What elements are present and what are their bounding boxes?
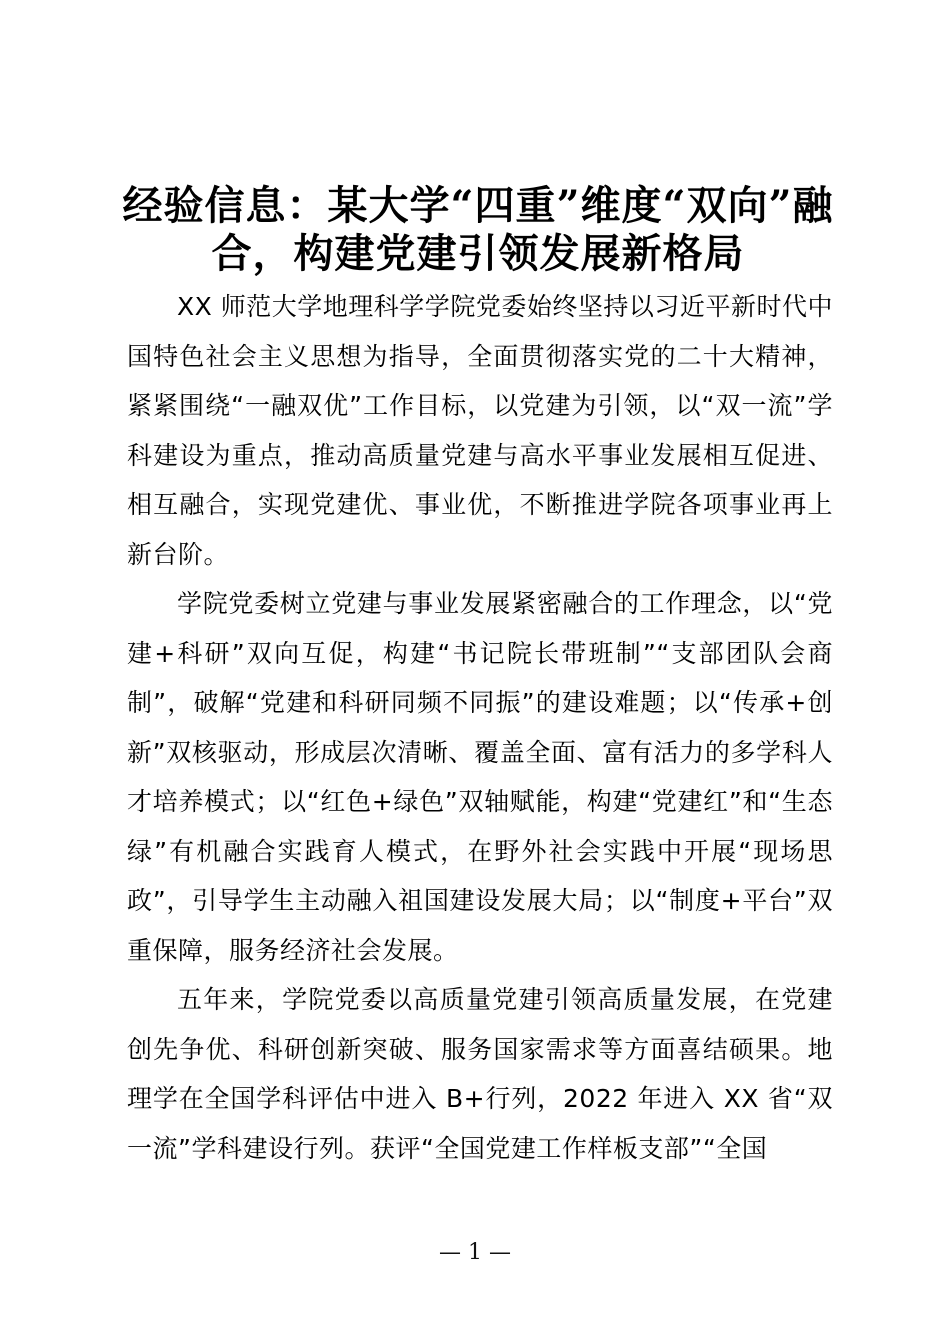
document-body	[127, 282, 833, 1173]
page-number: — 1 —	[439, 1240, 511, 1265]
paragraph-achievements: 五年来，学院党委以高质量党建引领高质量发展，在党建创先争优、科研创新突破、服务国家需求等方面喜结硕果。地理学在全国学科评估中进入 B+行列，2022 年进入 XX 省“双一流”学科建设行列。获评“全国党建工作样板支部”“全国	[127, 985, 833, 1163]
document-title: 经验信息：某大学“四重”维度“双向”融合，构建党建引领发展新格局	[122, 182, 834, 277]
paragraph-philosophy: 学院党委树立党建与事业发展紧密融合的工作理念，以“党建+科研”双向互促，构建“书记院长带班制”“支部团队会商制”，破解“党建和科研同频不同振”的建设难题；以“传承+创新”双核驱动，形成层次清晰、覆盖全面、富有活力的多学科人才培养模式；以“红色+绿色”双轴赋能，构建“党建红”和“生态绿”有机融合实践育人模式，在野外社会实践中开展“现场思政”，引导学生主动融入祖国建设发展大局；以“制度+平台”双重保障，服务经济社会发展。	[127, 589, 833, 965]
paragraph-intro: XX 师范大学地理科学学院党委始终坚持以习近平新时代中国特色社会主义思想为指导，全面贯彻落实党的二十大精神，紧紧围绕“一融双优”工作目标，以党建为引领，以“双一流”学科建设为重点，推动高质量党建与高水平事业发展相互促进、相互融合，实现党建优、事业优，不断推进学院各项事业再上新台阶。	[127, 292, 833, 569]
